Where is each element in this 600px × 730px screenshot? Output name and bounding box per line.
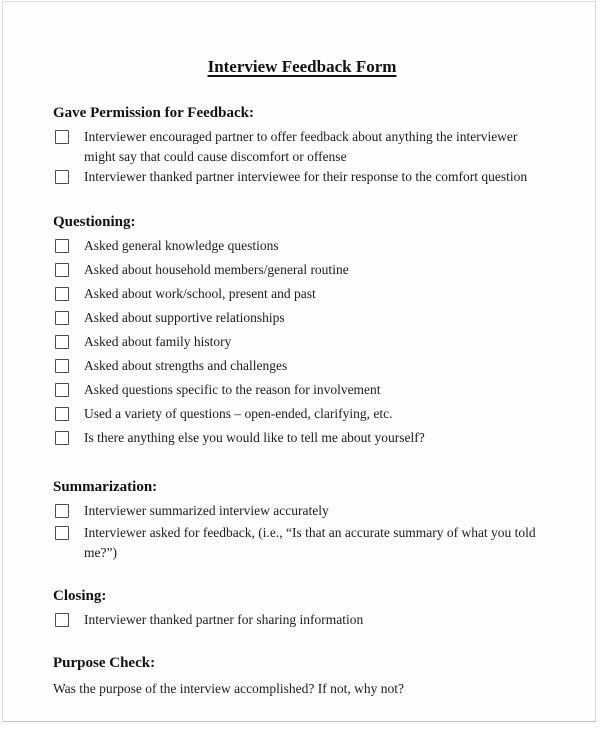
checklist-item-label: Used a variety of questions – open-ended, clarifying, etc. <box>84 406 393 421</box>
checklist <box>53 610 551 630</box>
checkbox[interactable] <box>55 407 69 421</box>
form-section <box>53 104 551 187</box>
form-page <box>2 1 596 722</box>
checkbox[interactable] <box>55 431 69 445</box>
checklist <box>53 501 551 563</box>
checklist-item-label: Interviewer encouraged partner to offer feedback about anything the interviewer might say that could cause discomfort or offense <box>84 129 518 164</box>
purpose-question: Was the purpose of the interview accomplished? If not, why not? <box>53 681 404 696</box>
checkbox[interactable] <box>55 239 69 253</box>
checklist-item <box>53 380 551 400</box>
checklist-item <box>53 332 551 352</box>
checkbox[interactable] <box>55 263 69 277</box>
checklist-item <box>53 260 551 280</box>
form-section <box>53 654 551 699</box>
checklist-item <box>53 308 551 328</box>
checklist-item-label: Asked about household members/general routine <box>84 262 349 277</box>
checklist-item-label: Is there anything else you would like to tell me about yourself? <box>84 430 425 445</box>
checklist-item <box>53 236 551 256</box>
checklist-item-label: Interviewer summarized interview accurately <box>84 503 329 518</box>
checklist-item <box>53 501 551 521</box>
checklist-item-label: Asked about work/school, present and past <box>84 286 316 301</box>
checklist-item <box>53 127 551 167</box>
checklist-item <box>53 284 551 304</box>
checkbox[interactable] <box>55 504 69 518</box>
section-heading: Closing: <box>53 588 107 604</box>
checklist-item-label: Asked about family history <box>84 334 232 349</box>
checkbox[interactable] <box>55 335 69 349</box>
checklist-item-label: Interviewer thanked partner for sharing information <box>84 612 364 627</box>
checklist <box>53 236 551 448</box>
section-heading: Questioning: <box>53 214 136 230</box>
checkbox[interactable] <box>55 613 69 627</box>
checkbox[interactable] <box>55 311 69 325</box>
checklist-item-label: Interviewer asked for feedback, (i.e., “Is that an accurate summary of what you told me?”) <box>84 525 536 560</box>
checklist-item-label: Asked about strengths and challenges <box>84 358 288 373</box>
form-section <box>53 213 551 448</box>
checklist-item-label: Asked about supportive relationships <box>84 310 285 325</box>
checkbox[interactable] <box>55 170 69 184</box>
checkbox[interactable] <box>55 287 69 301</box>
checklist <box>53 127 551 187</box>
sections-container <box>53 104 551 699</box>
checkbox[interactable] <box>55 130 69 144</box>
checklist-item <box>53 404 551 424</box>
checklist-item <box>53 523 551 563</box>
section-heading: Summarization: <box>53 479 158 495</box>
form-section <box>53 478 551 563</box>
section-heading: Purpose Check: <box>53 655 156 671</box>
checklist-item <box>53 167 551 187</box>
section-heading: Gave Permission for Feedback: <box>53 105 254 121</box>
checklist-item <box>53 428 551 448</box>
checklist-item <box>53 356 551 376</box>
checklist-item-label: Asked questions specific to the reason for involvement <box>84 382 381 397</box>
checkbox[interactable] <box>55 359 69 373</box>
form-section <box>53 587 551 630</box>
checklist-item <box>53 610 551 630</box>
checkbox[interactable] <box>55 526 69 540</box>
checklist-item-label: Asked general knowledge questions <box>84 238 279 253</box>
page-title: Interview Feedback Form <box>207 57 397 76</box>
checkbox[interactable] <box>55 383 69 397</box>
form-content <box>3 2 595 699</box>
checklist-item-label: Interviewer thanked partner interviewee for their response to the comfort question <box>84 169 528 184</box>
